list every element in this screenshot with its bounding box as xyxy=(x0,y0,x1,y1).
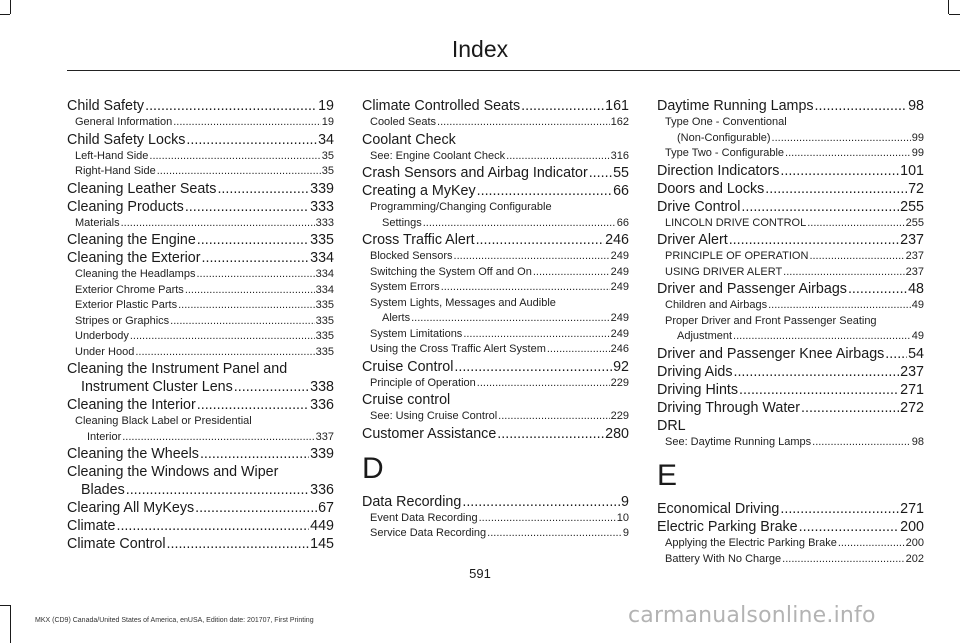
entry-term: Economical Driving xyxy=(657,501,780,517)
entry-page: 335 xyxy=(315,314,334,330)
index-subentry xyxy=(67,216,334,232)
entry-term: Cleaning Leather Seats xyxy=(67,180,217,197)
entry-page: 249 xyxy=(610,311,629,327)
entry-page: 255 xyxy=(905,216,924,232)
entry-term: System Errors xyxy=(370,281,440,293)
index-subentry xyxy=(362,296,629,327)
entry-term: Climate xyxy=(67,518,116,534)
entry-term: Cleaning the Exterior xyxy=(67,250,201,266)
dot-leader xyxy=(87,430,334,446)
index-entry xyxy=(657,231,924,249)
page-number: 591 xyxy=(469,566,491,581)
entry-term: Data Recording xyxy=(362,493,462,510)
index-subentry xyxy=(362,409,629,425)
entry-page: 10 xyxy=(616,511,629,527)
entry-page: 34 xyxy=(318,131,334,148)
dot-leader xyxy=(75,115,334,131)
dot-leader xyxy=(75,314,334,330)
index-subentry xyxy=(362,526,629,542)
entry-page: 9 xyxy=(622,526,629,542)
entry-page: 237 xyxy=(900,232,924,248)
entry-line2 xyxy=(665,329,924,345)
entry-term-line1: Cleaning the Instrument Panel and xyxy=(67,361,288,377)
entry-page: 98 xyxy=(908,98,924,114)
entry-page: 335 xyxy=(315,345,334,361)
entry-page: 335 xyxy=(315,329,334,345)
crop-mark-bottom-left-v xyxy=(10,605,11,643)
index-subentry xyxy=(657,216,924,232)
entry-page: 145 xyxy=(310,536,334,552)
dot-leader xyxy=(657,162,924,180)
crop-mark-top-right-h xyxy=(949,14,960,15)
entry-line2 xyxy=(75,430,334,446)
entry-page: 336 xyxy=(310,482,334,498)
index-entry xyxy=(657,363,924,381)
dot-leader xyxy=(67,180,334,198)
index-entry xyxy=(67,360,334,396)
entry-term-line1: Cleaning Black Label or Presidential xyxy=(75,415,252,427)
index-entry: Cruise control xyxy=(362,392,451,408)
index-entry xyxy=(362,97,629,115)
entry-term: Cleaning the Interior xyxy=(67,397,196,413)
entry-term-line1: Cleaning the Windows and Wiper xyxy=(67,464,279,480)
dot-leader xyxy=(370,249,629,265)
entry-term-line2: Adjustment xyxy=(677,330,733,342)
dot-leader xyxy=(67,535,334,553)
entry-term-line2: Alerts xyxy=(382,312,411,324)
dot-leader xyxy=(81,481,334,499)
index-column-1 xyxy=(67,97,334,553)
dot-leader xyxy=(67,198,334,216)
entry-term: Driver and Passenger Airbags xyxy=(657,281,847,297)
index-subentry xyxy=(657,298,924,314)
entry-term: Cruise Control xyxy=(362,358,454,375)
dot-leader xyxy=(370,280,629,296)
entry-page: 335 xyxy=(310,232,334,248)
entry-term: Applying the Electric Parking Brake xyxy=(665,537,837,549)
dot-leader xyxy=(665,435,924,451)
index-entry xyxy=(67,97,334,115)
index-subentry xyxy=(657,146,924,162)
entry-page: 333 xyxy=(315,216,334,232)
index-entry xyxy=(67,396,334,414)
entry-term: See: Engine Coolant Check xyxy=(370,149,506,162)
entry-term: Principle of Operation xyxy=(370,376,476,389)
index-subentry xyxy=(362,511,629,527)
entry-page: 99 xyxy=(911,131,924,147)
dot-leader xyxy=(362,231,629,249)
entry-term: Blocked Sensors xyxy=(370,250,453,262)
entry-page: 316 xyxy=(610,149,629,165)
index-subentry xyxy=(67,267,334,283)
entry-term: Clearing All MyKeys xyxy=(67,500,195,516)
index-subentry xyxy=(362,327,629,343)
index-entry xyxy=(657,180,924,198)
entry-page: 162 xyxy=(610,115,629,131)
entry-term: Creating a MyKey xyxy=(362,183,476,199)
entry-page: 54 xyxy=(908,345,924,362)
entry-page: 449 xyxy=(310,518,334,534)
index-entry xyxy=(67,198,334,216)
dot-leader xyxy=(75,298,334,314)
entry-page: 249 xyxy=(610,265,629,281)
entry-term: Service Data Recording xyxy=(370,527,487,539)
entry-term: See: Using Cruise Control xyxy=(370,410,498,422)
dot-leader xyxy=(657,363,924,381)
entry-term-line1: Programming/Changing Configurable xyxy=(370,201,552,213)
entry-term: PRINCIPLE OF OPERATION xyxy=(665,250,809,262)
entry-term: System Limitations xyxy=(370,327,463,340)
entry-page: 202 xyxy=(905,552,924,568)
index-subentry xyxy=(67,298,334,314)
dot-leader xyxy=(67,445,334,463)
index-entry xyxy=(657,381,924,399)
index-entry xyxy=(67,180,334,198)
dot-leader xyxy=(75,283,334,299)
index-subentry xyxy=(657,552,924,568)
dot-leader xyxy=(657,345,924,363)
entry-term: See: Daytime Running Lamps xyxy=(665,435,812,448)
index-column-2 xyxy=(362,97,629,542)
edition-footer: MKX (CD9) Canada/United States of America, enUSA, Edition date: 201707, First Printing xyxy=(35,617,314,624)
dot-leader xyxy=(657,180,924,198)
dot-leader xyxy=(665,536,924,552)
entry-term: Under Hood xyxy=(75,345,135,358)
index-entry xyxy=(657,280,924,298)
dot-leader xyxy=(67,131,334,149)
dot-leader xyxy=(657,518,924,536)
index-entry xyxy=(67,535,334,553)
index-entry xyxy=(362,425,629,443)
section-letter: D xyxy=(362,451,384,485)
index-subentry xyxy=(67,149,334,165)
entry-page: 334 xyxy=(310,250,334,266)
dot-leader xyxy=(370,409,629,425)
entry-term-line2: Settings xyxy=(382,216,422,229)
index-entry: DRL xyxy=(657,417,686,434)
index-subentry xyxy=(67,283,334,299)
entry-term-line2: Instrument Cluster Lens xyxy=(81,379,233,395)
entry-page: 92 xyxy=(613,358,629,375)
entry-term-line1: Proper Driver and Front Passenger Seating xyxy=(665,314,877,327)
index-entry xyxy=(362,358,629,376)
index-subentry xyxy=(67,329,334,345)
entry-page: 337 xyxy=(315,430,334,446)
entry-page: 333 xyxy=(310,198,334,215)
entry-term: (Non-Configurable) xyxy=(677,131,771,144)
index-subentry: Type One - Conventional xyxy=(665,116,787,128)
entry-line2 xyxy=(370,216,629,232)
entry-term: Switching the System Off and On xyxy=(370,265,532,278)
dot-leader xyxy=(382,311,629,327)
index-subentry xyxy=(657,314,924,345)
entry-page: 72 xyxy=(908,180,924,197)
dot-leader xyxy=(75,345,334,361)
entry-term: Cleaning Products xyxy=(67,198,184,215)
entry-term: Climate Controlled Seats xyxy=(362,98,521,114)
entry-term: Event Data Recording xyxy=(370,511,478,524)
entry-term: Electric Parking Brake xyxy=(657,519,798,535)
index-subentry xyxy=(362,115,629,131)
index-entry xyxy=(657,399,924,417)
entry-page: 334 xyxy=(315,283,334,299)
dot-leader xyxy=(75,329,334,345)
entry-term: Left-Hand Side xyxy=(75,149,149,162)
dot-leader xyxy=(362,493,629,511)
index-entry xyxy=(657,198,924,216)
dot-leader xyxy=(362,425,629,443)
entry-term: Direction Indicators xyxy=(657,162,780,179)
dot-leader xyxy=(362,182,629,200)
dot-leader xyxy=(657,231,924,249)
header-rule xyxy=(67,70,960,71)
index-entry xyxy=(657,518,924,536)
dot-leader xyxy=(665,216,924,232)
index-subentry xyxy=(657,131,924,147)
entry-term: Cleaning the Wheels xyxy=(67,446,199,462)
dot-leader xyxy=(81,378,334,396)
dot-leader xyxy=(382,216,629,232)
entry-term: Child Safety xyxy=(67,98,145,114)
index-entry xyxy=(657,345,924,363)
dot-leader xyxy=(370,327,629,343)
dot-leader xyxy=(657,198,924,216)
entry-term: Right-Hand Side xyxy=(75,165,156,177)
index-entry: Coolant Check xyxy=(362,131,456,148)
entry-page: 339 xyxy=(310,180,334,197)
dot-leader xyxy=(370,342,629,358)
entry-page: 246 xyxy=(605,232,629,248)
dot-leader xyxy=(362,164,629,182)
entry-term: Cooled Seats xyxy=(370,116,437,128)
page-title: Index xyxy=(451,36,509,62)
index-subentry xyxy=(67,115,334,131)
entry-page: 246 xyxy=(610,342,629,358)
entry-term: Type Two - Configurable xyxy=(665,147,785,159)
entry-page: 55 xyxy=(613,165,629,181)
entry-page: 66 xyxy=(616,216,629,232)
entry-term: Cleaning the Headlamps xyxy=(75,268,196,280)
entry-page: 229 xyxy=(610,409,629,425)
index-subentry xyxy=(362,265,629,281)
entry-line2 xyxy=(370,311,629,327)
entry-page: 66 xyxy=(613,183,629,199)
dot-leader xyxy=(665,146,924,162)
entry-page: 19 xyxy=(318,98,334,114)
entry-term-line1: System Lights, Messages and Audible xyxy=(370,296,556,309)
entry-term: Battery With No Charge xyxy=(665,552,782,565)
entry-term: Exterior Plastic Parts xyxy=(75,299,178,311)
index-entry xyxy=(657,97,924,115)
dot-leader xyxy=(665,265,924,281)
dot-leader xyxy=(75,149,334,165)
entry-page: 334 xyxy=(315,267,334,283)
index-column-3 xyxy=(657,97,924,567)
entry-page: 35 xyxy=(321,149,334,165)
dot-leader xyxy=(657,97,924,115)
entry-page: 49 xyxy=(911,298,924,314)
entry-term: Driving Through Water xyxy=(657,399,801,416)
index-entry xyxy=(362,493,629,511)
dot-leader xyxy=(67,396,334,414)
index-subentry xyxy=(657,435,924,451)
entry-page: 237 xyxy=(905,249,924,265)
dot-leader xyxy=(370,376,629,392)
dot-leader xyxy=(657,500,924,518)
entry-page: 249 xyxy=(610,327,629,343)
entry-page: 101 xyxy=(900,162,924,179)
index-subentry xyxy=(362,376,629,392)
index-subentry xyxy=(657,536,924,552)
dot-leader xyxy=(362,358,629,376)
index-entry xyxy=(67,131,334,149)
entry-page: 249 xyxy=(610,280,629,296)
entry-term: Customer Assistance xyxy=(362,425,497,442)
index-subentry xyxy=(657,249,924,265)
dot-leader xyxy=(370,511,629,527)
dot-leader xyxy=(370,265,629,281)
entry-term: Exterior Chrome Parts xyxy=(75,283,184,296)
entry-term-line2: Blades xyxy=(81,482,125,498)
dot-leader xyxy=(370,149,629,165)
dot-leader xyxy=(67,517,334,535)
index-entry xyxy=(657,162,924,180)
entry-page: 98 xyxy=(911,435,924,451)
crop-mark-top-left-v xyxy=(10,0,11,14)
entry-term: Child Safety Locks xyxy=(67,131,186,148)
index-subentry xyxy=(67,164,334,180)
dot-leader xyxy=(362,97,629,115)
entry-line2 xyxy=(67,481,334,499)
index-entry xyxy=(362,164,629,182)
dot-leader xyxy=(370,526,629,542)
entry-term: Cleaning the Engine xyxy=(67,232,196,248)
dot-leader xyxy=(657,399,924,417)
dot-leader xyxy=(75,216,334,232)
entry-term: Drive Control xyxy=(657,198,741,215)
entry-term: Underbody xyxy=(75,330,129,342)
entry-term: Daytime Running Lamps xyxy=(657,98,814,114)
entry-page: 336 xyxy=(310,397,334,413)
entry-page: 271 xyxy=(900,381,924,398)
index-entry xyxy=(362,182,629,200)
entry-page: 280 xyxy=(605,425,629,442)
entry-page: 67 xyxy=(318,500,334,516)
entry-term: Stripes or Graphics xyxy=(75,314,170,327)
entry-line2 xyxy=(67,378,334,396)
entry-term: Cross Traffic Alert xyxy=(362,232,475,248)
dot-leader xyxy=(677,329,924,345)
dot-leader xyxy=(665,552,924,568)
dot-leader xyxy=(75,164,334,180)
dot-leader xyxy=(67,499,334,517)
index-subentry xyxy=(362,200,629,231)
entry-term: Crash Sensors and Airbag Indicator xyxy=(362,165,588,181)
entry-term: Climate Control xyxy=(67,536,166,552)
entry-term: Using the Cross Traffic Alert System xyxy=(370,343,546,355)
entry-term-line2: Interior xyxy=(87,430,122,443)
crop-mark-top-right-v xyxy=(948,0,949,14)
index-entry xyxy=(657,500,924,518)
entry-page: 338 xyxy=(310,379,334,395)
entry-term: Materials xyxy=(75,216,120,229)
index-subentry xyxy=(67,345,334,361)
dot-leader xyxy=(67,231,334,249)
entry-page: 99 xyxy=(911,146,924,162)
entry-page: 161 xyxy=(605,98,629,114)
entry-term: Children and Airbags xyxy=(665,299,768,311)
index-subentry xyxy=(657,265,924,281)
entry-page: 200 xyxy=(900,519,924,535)
dot-leader xyxy=(67,97,334,115)
index-entry xyxy=(67,517,334,535)
index-subentry xyxy=(362,342,629,358)
dot-leader xyxy=(67,249,334,267)
entry-term: USING DRIVER ALERT xyxy=(665,265,783,278)
entry-page: 237 xyxy=(900,363,924,380)
dot-leader xyxy=(665,249,924,265)
entry-page: 255 xyxy=(900,198,924,215)
entry-term: Driver Alert xyxy=(657,232,728,248)
entry-term: Driving Aids xyxy=(657,363,733,380)
crop-mark-bottom-left-h xyxy=(0,605,10,606)
index-entry xyxy=(67,445,334,463)
entry-page: 19 xyxy=(321,115,334,131)
dot-leader xyxy=(665,298,924,314)
entry-page: 271 xyxy=(900,501,924,517)
crop-mark-top-left-h xyxy=(0,14,10,15)
index-subentry xyxy=(362,149,629,165)
entry-page: 9 xyxy=(621,493,629,510)
index-entry xyxy=(67,249,334,267)
entry-term: LINCOLN DRIVE CONTROL xyxy=(665,216,807,229)
entry-page: 49 xyxy=(911,329,924,345)
entry-page: 48 xyxy=(908,281,924,297)
entry-term: General Information xyxy=(75,116,173,128)
index-entry xyxy=(67,499,334,517)
index-entry xyxy=(67,231,334,249)
entry-term: Driving Hints xyxy=(657,381,739,398)
entry-page: 335 xyxy=(315,298,334,314)
entry-page: 272 xyxy=(900,399,924,416)
dot-leader xyxy=(370,115,629,131)
dot-leader xyxy=(657,381,924,399)
entry-page: 200 xyxy=(905,536,924,552)
index-entry xyxy=(362,231,629,249)
index-subentry xyxy=(362,280,629,296)
section-letter: E xyxy=(657,459,678,492)
index-subentry xyxy=(67,314,334,330)
index-subentry xyxy=(67,414,334,445)
entry-page: 249 xyxy=(610,249,629,265)
entry-page: 339 xyxy=(310,446,334,462)
watermark-logo: carmanualsonline.info xyxy=(628,603,876,628)
entry-term: Doors and Locks xyxy=(657,180,765,197)
entry-page: 229 xyxy=(610,376,629,392)
dot-leader xyxy=(75,267,334,283)
index-subentry xyxy=(362,249,629,265)
entry-term: Driver and Passenger Knee Airbags xyxy=(657,345,885,362)
dot-leader xyxy=(657,280,924,298)
dot-leader xyxy=(677,131,924,147)
entry-page: 237 xyxy=(905,265,924,281)
entry-page: 35 xyxy=(321,164,334,180)
index-entry xyxy=(67,463,334,499)
